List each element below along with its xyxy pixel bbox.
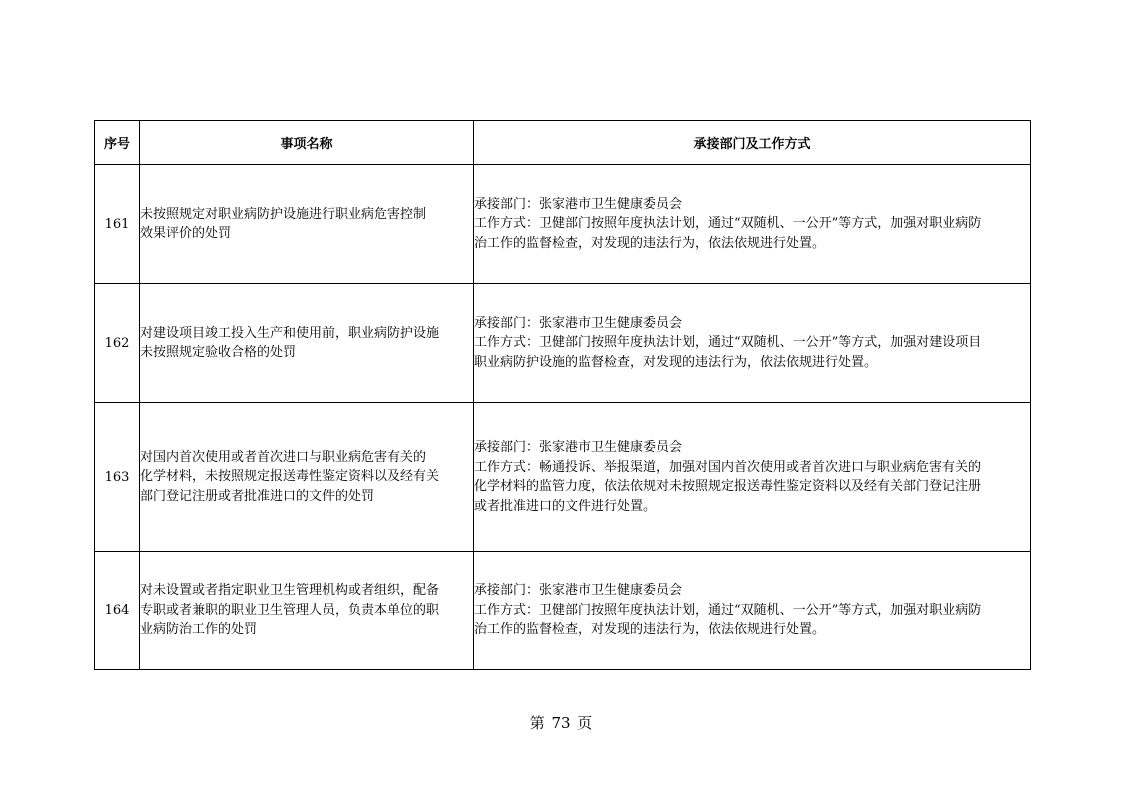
dept-line: 承接部门：张家港市卫生健康委员会 bbox=[474, 196, 683, 212]
dept-line: 承接部门：张家港市卫生健康委员会 bbox=[474, 440, 683, 455]
item-name-line: 未按照规定对职业病防护设施进行职业病危害控制 bbox=[140, 206, 427, 222]
dept-line: 承接部门：张家港市卫生健康委员会 bbox=[474, 583, 683, 599]
dept-line: 承接部门：张家港市卫生健康委员会 bbox=[474, 315, 683, 331]
method-line: 工作方式：畅通投诉、举报渠道，加强对国内首次使用或者首次进口与职业病危害有关的 bbox=[474, 459, 982, 475]
method-line: 工作方式：卫健部门按照年度执法计划，通过“双随机、一公开”等方式，加强对建设项目 bbox=[474, 335, 982, 351]
row-number: 164 bbox=[95, 552, 140, 670]
dept-method-cell bbox=[474, 552, 1031, 670]
item-name-line: 专职或者兼职的职业卫生管理人员，负责本单位的职 bbox=[140, 602, 440, 618]
item-name-line: 对建设项目竣工投入生产和使用前，职业病防护设施 bbox=[140, 325, 440, 341]
item-name-line: 对国内首次使用或者首次进口与职业病危害有关的 bbox=[140, 449, 427, 465]
header-seq: 序号 bbox=[95, 121, 140, 165]
method-line: 工作方式：卫健部门按照年度执法计划，通过“双随机、一公开”等方式，加强对职业病防 bbox=[474, 602, 982, 618]
header-item-name: 事项名称 bbox=[140, 121, 474, 165]
matters-table bbox=[94, 120, 1031, 670]
row-number: 163 bbox=[95, 403, 140, 552]
page-number: 第 73 页 bbox=[529, 714, 593, 732]
table-row bbox=[95, 552, 1031, 670]
method-line: 工作方式：卫健部门按照年度执法计划，通过“双随机、一公开”等方式，加强对职业病防 bbox=[474, 216, 982, 232]
method-line: 或者批准进口的文件进行处置。 bbox=[474, 498, 657, 514]
table-header-row bbox=[95, 121, 1031, 165]
dept-method-cell bbox=[474, 284, 1031, 403]
item-name-cell bbox=[140, 165, 474, 284]
item-name-cell bbox=[140, 552, 474, 670]
item-name-line: 未按照规定验收合格的处罚 bbox=[140, 345, 297, 360]
row-number: 162 bbox=[95, 284, 140, 403]
item-name-line: 化学材料，未按照规定报送毒性鉴定资料以及经有关 bbox=[140, 469, 440, 485]
item-name-line: 业病防治工作的处罚 bbox=[140, 622, 258, 638]
dept-method-cell bbox=[474, 165, 1031, 284]
item-name-line: 效果评价的处罚 bbox=[140, 226, 232, 241]
table-row bbox=[95, 284, 1031, 403]
table-row bbox=[95, 403, 1031, 552]
method-line: 治工作的监督检查，对发现的违法行为，依法依规进行处置。 bbox=[474, 235, 826, 251]
row-number: 161 bbox=[95, 165, 140, 284]
item-name-line: 对未设置或者指定职业卫生管理机构或者组织，配备 bbox=[140, 583, 440, 599]
item-name-line: 部门登记注册或者批准进口的文件的处罚 bbox=[140, 488, 375, 504]
method-line: 职业病防护设施的监督检查，对发现的违法行为，依法依规进行处置。 bbox=[474, 354, 878, 370]
header-dept-method: 承接部门及工作方式 bbox=[474, 121, 1031, 165]
dept-method-cell bbox=[474, 403, 1031, 552]
method-line: 化学材料的监管力度，依法依规对未按照规定报送毒性鉴定资料以及经有关部门登记注册 bbox=[474, 479, 982, 494]
item-name-cell bbox=[140, 403, 474, 552]
table-row bbox=[95, 165, 1031, 284]
method-line: 治工作的监督检查，对发现的违法行为，依法依规进行处置。 bbox=[474, 622, 826, 638]
item-name-cell bbox=[140, 284, 474, 403]
